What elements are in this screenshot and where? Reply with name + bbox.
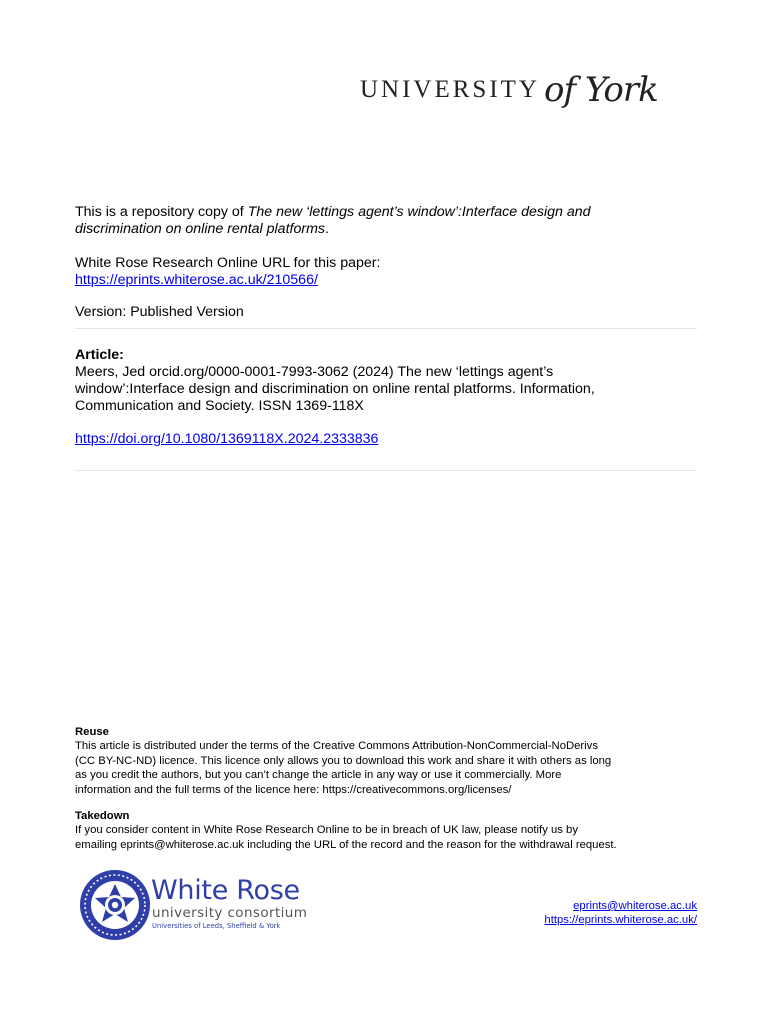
takedown-heading: Takedown <box>75 810 130 822</box>
paper-title-line2: discrimination on online rental platforms <box>75 221 325 237</box>
url-label: White Rose Research Online URL for this paper: <box>75 255 381 271</box>
article-citation-line2: window’:Interface design and discrimination on online rental platforms. Information, <box>75 381 595 397</box>
doi-link[interactable]: https://doi.org/10.1080/1369118X.2024.2333836 <box>75 431 379 447</box>
article-citation-line3: Communication and Society. ISSN 1369-118X <box>75 398 364 414</box>
takedown-line2: emailing eprints@whiterose.ac.uk including the URL of the record and the reason for the withdrawal request. <box>75 838 617 851</box>
white-rose-tagline: Universities of Leeds, Sheffield & York <box>152 922 281 930</box>
divider-top <box>75 328 697 329</box>
paper-title-line1: The new ‘lettings agent’s window’:Interface design and <box>247 204 591 220</box>
repository-prefix: This is a repository copy of <box>75 204 248 220</box>
white-rose-rosette-icon <box>75 868 155 942</box>
contact-email-link[interactable]: eprints@whiterose.ac.uk <box>573 900 697 912</box>
repository-statement <box>75 204 697 238</box>
takedown-section <box>75 809 697 852</box>
article-heading: Article: <box>75 347 124 363</box>
reuse-section <box>75 725 697 797</box>
version-text: Version: Published Version <box>75 304 244 320</box>
article-section <box>75 347 697 415</box>
reuse-heading: Reuse <box>75 726 109 738</box>
reuse-line1: This article is distributed under the terms of the Creative Commons Attribution-NonCommercial-NoDerivs <box>75 740 598 753</box>
article-citation-line1: Meers, Jed orcid.org/0000-0001-7993-3062 (2024) The new ‘lettings agent’s <box>75 364 554 380</box>
reuse-line4: information and the full terms of the licence here: https://creativecommons.org/licenses/ <box>75 783 512 796</box>
url-section <box>75 255 697 289</box>
white-rose-subtitle: university consortium <box>152 905 308 921</box>
university-of-york-logo <box>360 66 700 114</box>
contact-block <box>544 899 697 928</box>
white-rose-title: White Rose <box>151 875 300 906</box>
paper-url-link[interactable]: https://eprints.whiterose.ac.uk/210566/ <box>75 272 318 288</box>
divider-bottom <box>75 470 697 471</box>
logo-script: of York <box>544 70 658 110</box>
takedown-line1: If you consider content in White Rose Research Online to be in breach of UK law, please notify us by <box>75 824 578 837</box>
contact-site-link[interactable]: https://eprints.whiterose.ac.uk/ <box>544 914 697 927</box>
reuse-line3: as you credit the authors, but you can’t change the article in any way or use it commercially. More <box>75 769 562 782</box>
reuse-line2: (CC BY-NC-ND) licence. This licence only allows you to download this work and share it with others as long <box>75 754 612 767</box>
repository-suffix: . <box>324 221 329 237</box>
logo-word: UNIVERSITY <box>360 76 540 103</box>
doi-container <box>75 431 697 448</box>
